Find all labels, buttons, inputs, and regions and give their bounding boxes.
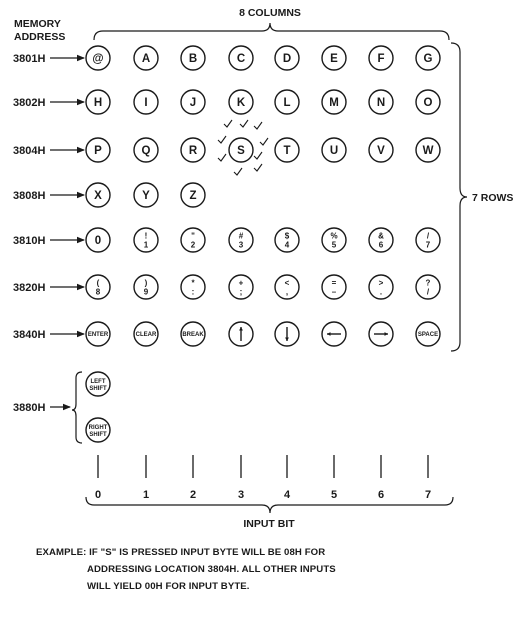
key-label-top: =: [331, 278, 337, 288]
key-l[interactable]: [275, 90, 299, 114]
key-t[interactable]: [275, 138, 299, 162]
key-right-shift[interactable]: [86, 418, 110, 442]
key-label: BREAK: [182, 332, 204, 338]
key-symbol-symbol[interactable]: [416, 275, 440, 299]
key-r0c0[interactable]: [86, 46, 110, 70]
key-f[interactable]: [369, 46, 393, 70]
example-note: [36, 544, 516, 595]
key-label: E: [330, 53, 338, 65]
key-label-bottom: ,: [285, 287, 289, 297]
address-label-3808h: 3808H: [13, 190, 46, 202]
key-left-shift[interactable]: [86, 372, 110, 396]
key-label-bottom: 6: [378, 240, 384, 250]
key-label: W: [422, 145, 434, 157]
address-label-3840h: 3840H: [13, 329, 46, 341]
check-mark: [234, 168, 242, 175]
memory-address-label-line2: ADDRESS: [14, 31, 66, 43]
bit-label-7: 7: [424, 489, 432, 501]
columns-brace: [94, 23, 449, 40]
key-label-top: !: [144, 231, 148, 241]
key-break[interactable]: [181, 322, 205, 346]
key-c[interactable]: [229, 46, 253, 70]
key-0[interactable]: [86, 228, 110, 252]
key-label: J: [189, 97, 197, 109]
key-label: ENTER: [87, 332, 109, 338]
bit-label-5: 5: [330, 489, 338, 501]
key-down-arrow[interactable]: [275, 322, 299, 346]
rows-label: 7 ROWS: [472, 192, 514, 204]
key-label: L: [283, 97, 291, 109]
key-right-arrow[interactable]: [369, 322, 393, 346]
key-label-bottom: SHIFT: [89, 386, 107, 392]
key-label-bottom: –: [331, 287, 337, 297]
key-label: V: [377, 145, 385, 157]
check-mark: [254, 152, 262, 159]
key-r[interactable]: [181, 138, 205, 162]
check-mark: [240, 120, 248, 127]
key-clear[interactable]: [134, 322, 158, 346]
key-label: 0: [94, 235, 102, 247]
key-label: F: [377, 53, 385, 65]
key-symbol-5[interactable]: [322, 228, 346, 252]
key-space[interactable]: [416, 322, 440, 346]
example-line-2: ADDRESSING LOCATION 3804H. ALL OTHER INPUTS: [87, 564, 336, 575]
key-y[interactable]: [134, 183, 158, 207]
key-label: S: [237, 145, 245, 157]
key-label-top: LEFT: [90, 379, 106, 385]
key-label: P: [94, 145, 102, 157]
bit-label-3: 3: [237, 489, 245, 501]
key-label-top: +: [238, 278, 244, 288]
key-label-bottom: 1: [143, 240, 149, 250]
key-enter[interactable]: [86, 322, 110, 346]
key-e[interactable]: [322, 46, 346, 70]
key-z[interactable]: [181, 183, 205, 207]
check-mark: [218, 136, 226, 143]
key-label-bottom: :: [191, 287, 195, 297]
key-label-top: &: [378, 231, 384, 241]
key-label: G: [423, 53, 433, 65]
key-label-top: %: [330, 231, 338, 241]
check-mark: [254, 122, 262, 129]
key-u[interactable]: [322, 138, 346, 162]
columns-label: 8 COLUMNS: [239, 7, 301, 19]
key-label: B: [188, 53, 198, 65]
memory-address-label-line1: MEMORY: [14, 18, 61, 30]
key-label-bottom: .: [379, 287, 383, 297]
key-label-bottom: 9: [143, 287, 149, 297]
key-label-top: *: [191, 278, 195, 288]
example-line-3: WILL YIELD 00H FOR INPUT BYTE.: [87, 581, 250, 592]
key-label-top: ": [191, 231, 195, 241]
key-label-bottom: 3: [238, 240, 244, 250]
key-symbol-symbol[interactable]: [369, 275, 393, 299]
key-w[interactable]: [416, 138, 440, 162]
key-symbol-9[interactable]: [134, 275, 158, 299]
address-label-3804h: 3804H: [13, 145, 46, 157]
key-h[interactable]: [86, 90, 110, 114]
key-label: U: [329, 145, 339, 157]
key-q[interactable]: [134, 138, 158, 162]
key-i[interactable]: [134, 90, 158, 114]
bit-label-6: 6: [377, 489, 385, 501]
check-mark: [218, 154, 226, 161]
key-label-bottom: 4: [284, 240, 290, 250]
key-left-arrow[interactable]: [322, 322, 346, 346]
key-b[interactable]: [181, 46, 205, 70]
bit-label-0: 0: [94, 489, 102, 501]
key-label-top: /: [426, 231, 430, 241]
address-label-3880h: 3880H: [13, 402, 46, 414]
bit-label-4: 4: [283, 489, 291, 501]
key-label: Y: [142, 190, 150, 202]
key-symbol-symbol[interactable]: [275, 275, 299, 299]
key-symbol-symbol[interactable]: [181, 275, 205, 299]
address-label-3820h: 3820H: [13, 282, 46, 294]
example-line-1: EXAMPLE: IF "S" IS PRESSED INPUT BYTE WILL BE 08H FOR: [36, 547, 326, 558]
key-label-top: ?: [425, 278, 431, 288]
key-label: X: [94, 190, 102, 202]
key-symbol-3[interactable]: [229, 228, 253, 252]
key-symbol-8[interactable]: [86, 275, 110, 299]
key-label-top: #: [238, 231, 244, 241]
key-label: Z: [189, 190, 197, 202]
key-label: @: [92, 53, 104, 65]
key-label-bottom: /: [426, 287, 430, 297]
key-label-top: ): [144, 278, 148, 288]
key-label-bottom: 8: [95, 287, 101, 297]
key-label-bottom: 5: [331, 240, 337, 250]
key-d[interactable]: [275, 46, 299, 70]
rows-brace: [451, 43, 467, 351]
key-label-top: $: [284, 231, 290, 241]
key-v[interactable]: [369, 138, 393, 162]
key-m[interactable]: [322, 90, 346, 114]
key-symbol-symbol[interactable]: [229, 275, 253, 299]
key-o[interactable]: [416, 90, 440, 114]
key-label: N: [376, 97, 386, 109]
key-label: I: [144, 97, 148, 109]
key-label: C: [236, 53, 246, 65]
key-label-bottom: ;: [239, 287, 243, 297]
key-label: D: [282, 53, 292, 65]
key-label: CLEAR: [135, 332, 157, 338]
check-mark: [224, 120, 232, 127]
key-p[interactable]: [86, 138, 110, 162]
input-bit-brace: [86, 497, 453, 513]
key-x[interactable]: [86, 183, 110, 207]
key-label-bottom: 7: [425, 240, 431, 250]
key-label-bottom: 2: [190, 240, 196, 250]
key-symbol-7[interactable]: [416, 228, 440, 252]
key-label-top: >: [378, 278, 384, 288]
check-mark: [260, 138, 268, 145]
bit-label-2: 2: [189, 489, 197, 501]
key-label: SPACE: [417, 332, 439, 338]
key-label: T: [283, 145, 291, 157]
check-mark: [254, 164, 262, 171]
key-label-top: (: [96, 278, 100, 288]
key-up-arrow[interactable]: [229, 322, 253, 346]
key-n[interactable]: [369, 90, 393, 114]
key-label-top: <: [284, 278, 290, 288]
key-a[interactable]: [134, 46, 158, 70]
key-symbol-1[interactable]: [134, 228, 158, 252]
key-symbol-6[interactable]: [369, 228, 393, 252]
key-label-top: RIGHT: [88, 425, 108, 431]
input-bit-label: INPUT BIT: [243, 518, 295, 530]
key-label: A: [141, 53, 151, 65]
address-label-3802h: 3802H: [13, 97, 46, 109]
key-label: Q: [141, 145, 151, 157]
key-symbol-4[interactable]: [275, 228, 299, 252]
address-label-3810h: 3810H: [13, 235, 46, 247]
key-label: K: [236, 97, 246, 109]
address-label-3801h: 3801H: [13, 53, 46, 65]
key-symbol-2[interactable]: [181, 228, 205, 252]
key-label: H: [93, 97, 103, 109]
key-label-bottom: SHIFT: [89, 432, 107, 438]
key-label: R: [188, 145, 198, 157]
key-label: O: [423, 97, 433, 109]
key-label: M: [329, 97, 339, 109]
key-symbol-symbol[interactable]: [322, 275, 346, 299]
key-s[interactable]: [229, 138, 253, 162]
key-g[interactable]: [416, 46, 440, 70]
shift-bracket: [72, 372, 82, 443]
bit-label-1: 1: [142, 489, 150, 501]
key-j[interactable]: [181, 90, 205, 114]
key-k[interactable]: [229, 90, 253, 114]
